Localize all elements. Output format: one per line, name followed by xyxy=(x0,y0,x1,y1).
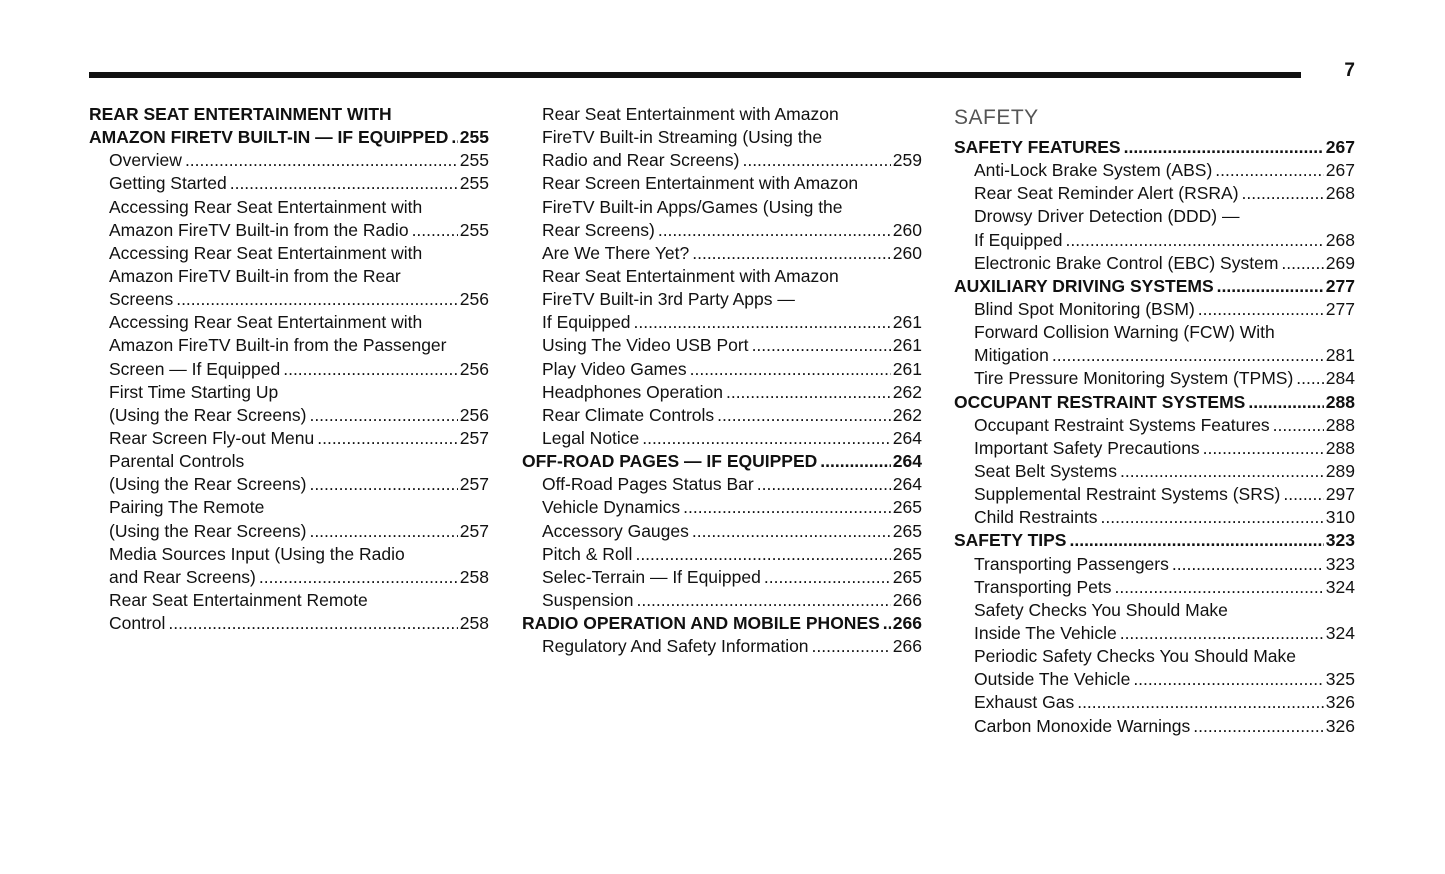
toc-entry-text: Transporting Passengers xyxy=(974,553,1169,574)
dot-leader xyxy=(1069,529,1323,552)
toc-entry-text: Carbon Monoxide Warnings xyxy=(974,715,1191,736)
toc-page-number: 264 xyxy=(892,451,922,472)
dot-leader xyxy=(1281,252,1323,275)
toc-page-number: 326 xyxy=(1325,715,1355,736)
dot-leader xyxy=(692,520,891,543)
toc-entry-text: Rear Seat Entertainment with Amazon xyxy=(542,265,839,286)
toc-entry xyxy=(954,645,1355,668)
toc-entry-text: Regulatory And Safety Information xyxy=(542,636,809,657)
dot-leader xyxy=(1133,668,1323,691)
header-rule xyxy=(89,72,1301,78)
toc-entry[interactable] xyxy=(954,298,1355,321)
dot-leader xyxy=(1114,576,1323,599)
dot-leader xyxy=(309,520,457,543)
toc-entry-text: Media Sources Input (Using the Radio xyxy=(109,543,405,564)
toc-page-number: 261 xyxy=(892,358,922,379)
dot-leader xyxy=(1120,460,1324,483)
toc-entry-text: Blind Spot Monitoring (BSM) xyxy=(974,298,1195,319)
toc-entry-text: Tire Pressure Monitoring System (TPMS) xyxy=(974,368,1294,389)
toc-page-number: 261 xyxy=(892,335,922,356)
toc-entry-text: Accessing Rear Seat Entertainment with xyxy=(109,312,423,333)
toc-page-number: 269 xyxy=(1325,252,1355,273)
toc-entry-text: Rear Seat Entertainment with Amazon xyxy=(542,104,839,124)
toc-entry-text: Amazon FireTV Built-in from the Radio xyxy=(109,219,409,240)
dot-leader xyxy=(692,242,891,265)
toc-entry-text: (Using the Rear Screens) xyxy=(109,520,307,541)
toc-entry[interactable] xyxy=(522,358,922,381)
toc-page-number: 255 xyxy=(459,150,489,171)
toc-entry-text: FireTV Built-in Streaming (Using the xyxy=(542,127,823,148)
toc-entry[interactable] xyxy=(522,404,922,427)
dot-leader xyxy=(412,219,458,242)
dot-leader xyxy=(812,635,891,658)
toc-entry-text: Accessory Gauges xyxy=(542,520,689,541)
toc-entry[interactable] xyxy=(954,668,1355,691)
dot-leader xyxy=(1296,367,1324,390)
toc-page-number: 266 xyxy=(892,589,922,610)
toc-entry-text: If Equipped xyxy=(542,312,631,333)
toc-entry[interactable] xyxy=(522,381,922,404)
dot-leader xyxy=(283,358,458,381)
toc-entry-text: Play Video Games xyxy=(542,358,687,379)
toc-heading[interactable] xyxy=(954,136,1355,159)
toc-page-number: 324 xyxy=(1325,576,1355,597)
toc-page-number: 268 xyxy=(1325,229,1355,250)
dot-leader xyxy=(309,404,457,427)
toc-page-number: 256 xyxy=(459,358,489,379)
toc-entry[interactable] xyxy=(89,219,489,242)
dot-leader xyxy=(168,612,457,635)
toc-entry[interactable] xyxy=(522,311,922,334)
toc-page-number: 255 xyxy=(459,127,489,148)
toc-entry[interactable] xyxy=(954,506,1355,529)
toc-entry-text: Are We There Yet? xyxy=(542,242,690,263)
dot-leader xyxy=(1124,136,1324,159)
dot-leader xyxy=(1217,275,1324,298)
toc-entry[interactable] xyxy=(89,566,489,589)
toc-heading[interactable] xyxy=(954,391,1355,414)
toc-entry[interactable] xyxy=(954,553,1355,576)
dot-leader xyxy=(883,612,891,635)
toc-entry-text: Drowsy Driver Detection (DDD) — xyxy=(974,206,1240,227)
toc-entry-text: Supplemental Restraint Systems (SRS) xyxy=(974,484,1281,505)
toc-entry[interactable] xyxy=(89,473,489,496)
dot-leader xyxy=(757,473,891,496)
toc-page-number: 265 xyxy=(892,566,922,587)
toc-entry-text: First Time Starting Up xyxy=(109,381,279,402)
toc-entry xyxy=(89,242,489,265)
toc-page-number: 267 xyxy=(1325,137,1355,157)
toc-page-number: 288 xyxy=(1325,391,1355,412)
dot-leader xyxy=(642,427,891,450)
dot-leader xyxy=(635,543,890,566)
toc-entry-text: Rear Seat Reminder Alert (RSRA) xyxy=(974,183,1239,204)
toc-entry[interactable] xyxy=(89,427,489,450)
toc-entry-text: Important Safety Precautions xyxy=(974,437,1200,458)
toc-entry-text: Child Restraints xyxy=(974,507,1098,528)
toc-entry xyxy=(89,196,489,219)
toc-entry[interactable] xyxy=(954,159,1355,182)
toc-entry-text: AMAZON FIRETV BUILT-IN — IF EQUIPPED xyxy=(89,127,449,148)
toc-entry-text: Seat Belt Systems xyxy=(974,460,1117,481)
toc-entry-text: OFF-ROAD PAGES — IF EQUIPPED xyxy=(522,451,818,472)
toc-page-number: 267 xyxy=(1325,160,1355,181)
toc-page-number: 268 xyxy=(1325,183,1355,204)
dot-leader xyxy=(1120,622,1324,645)
toc-entry[interactable] xyxy=(522,242,922,265)
toc-entry-text: Forward Collision Warning (FCW) With xyxy=(974,322,1275,343)
toc-page-number: 281 xyxy=(1325,345,1355,366)
toc-entry[interactable] xyxy=(954,252,1355,275)
toc-entry xyxy=(522,172,922,195)
toc-entry-text: Safety Checks You Should Make xyxy=(974,599,1228,620)
toc-entry-text: Transporting Pets xyxy=(974,576,1112,597)
dot-leader xyxy=(690,358,891,381)
toc-entry-text: Pairing The Remote xyxy=(109,497,265,518)
toc-page-number: 257 xyxy=(459,474,489,495)
dot-leader xyxy=(1172,553,1324,576)
toc-entry-text: Using The Video USB Port xyxy=(542,335,749,356)
toc-entry[interactable] xyxy=(522,520,922,543)
toc-column-2 xyxy=(522,103,922,658)
toc-page-number: 258 xyxy=(459,566,489,587)
toc-heading[interactable] xyxy=(954,529,1355,552)
toc-entry-text: Amazon FireTV Built-in from the Rear xyxy=(109,265,401,286)
toc-entry-text: Control xyxy=(109,613,166,634)
toc-entry-text: Suspension xyxy=(542,589,634,610)
toc-entry-text: (Using the Rear Screens) xyxy=(109,404,307,425)
toc-entry-text: Rear Climate Controls xyxy=(542,404,715,425)
toc-entry[interactable] xyxy=(954,182,1355,205)
toc-entry[interactable] xyxy=(89,172,489,195)
toc-entry xyxy=(89,543,489,566)
dot-leader xyxy=(1193,715,1324,738)
toc-page-number: 310 xyxy=(1325,507,1355,528)
toc-page-number: 288 xyxy=(1325,437,1355,458)
toc-entry-text: Rear Screens) xyxy=(542,219,655,240)
toc-entry-text: FireTV Built-in 3rd Party Apps — xyxy=(542,289,795,310)
toc-entry[interactable] xyxy=(89,612,489,635)
toc-entry xyxy=(89,496,489,519)
toc-entry xyxy=(522,288,922,311)
toc-page-number: 277 xyxy=(1325,298,1355,319)
toc-entry[interactable] xyxy=(522,149,922,172)
toc-page-number: 256 xyxy=(459,404,489,425)
toc-entry-text: Screen — If Equipped xyxy=(109,358,281,379)
dot-leader xyxy=(1198,298,1324,321)
dot-leader xyxy=(1052,344,1324,367)
toc-heading[interactable] xyxy=(954,275,1355,298)
toc-entry-text: Screens xyxy=(109,289,174,310)
toc-entry-text: Getting Started xyxy=(109,173,227,194)
toc-page-number: 323 xyxy=(1325,553,1355,574)
dot-leader xyxy=(764,566,891,589)
toc-page-number: 325 xyxy=(1325,669,1355,690)
toc-entry-text: Parental Controls xyxy=(109,451,245,472)
toc-entry-text: Off-Road Pages Status Bar xyxy=(542,474,754,495)
dot-leader xyxy=(1066,229,1324,252)
toc-entry[interactable] xyxy=(954,437,1355,460)
toc-page-number: 266 xyxy=(892,636,922,657)
toc-entry-text: Accessing Rear Seat Entertainment with xyxy=(109,196,423,217)
toc-entry-text: OCCUPANT RESTRAINT SYSTEMS xyxy=(954,391,1246,412)
toc-entry-text: Occupant Restraint Systems Features xyxy=(974,414,1270,435)
toc-entry[interactable] xyxy=(954,691,1355,714)
toc-page-number: 323 xyxy=(1325,530,1355,551)
toc-entry[interactable] xyxy=(89,520,489,543)
toc-entry-text: Headphones Operation xyxy=(542,381,723,402)
toc-entry[interactable] xyxy=(522,635,922,658)
toc-entry[interactable] xyxy=(954,229,1355,252)
toc-page-number: 259 xyxy=(892,150,922,171)
dot-leader xyxy=(683,496,891,519)
dot-leader xyxy=(1203,437,1324,460)
dot-leader xyxy=(658,219,891,242)
toc-entry xyxy=(522,126,922,149)
toc-entry-text: RADIO OPERATION AND MOBILE PHONES xyxy=(522,613,880,634)
dot-leader xyxy=(230,172,458,195)
toc-entry[interactable] xyxy=(522,543,922,566)
toc-entry-text: If Equipped xyxy=(974,229,1063,250)
toc-entry-text: Inside The Vehicle xyxy=(974,622,1117,643)
toc-entry[interactable] xyxy=(954,622,1355,645)
toc-entry-text: Exhaust Gas xyxy=(974,692,1075,713)
toc-page-number: 260 xyxy=(892,219,922,240)
page-number: 7 xyxy=(1344,60,1355,81)
toc-entry-text: SAFETY FEATURES xyxy=(954,137,1121,157)
toc-page-number: 326 xyxy=(1325,692,1355,713)
toc-entry xyxy=(954,321,1355,344)
toc-entry[interactable] xyxy=(954,460,1355,483)
toc-page-number: 256 xyxy=(459,289,489,310)
toc-heading[interactable] xyxy=(89,126,489,149)
toc-entry-text: Amazon FireTV Built-in from the Passenger xyxy=(109,335,447,356)
toc-page-number: 265 xyxy=(892,520,922,541)
toc-entry-text: Electronic Brake Control (EBC) System xyxy=(974,252,1279,273)
dot-leader xyxy=(820,450,891,473)
dot-leader xyxy=(185,149,458,172)
toc-entry[interactable] xyxy=(954,576,1355,599)
toc-heading[interactable] xyxy=(522,612,922,635)
toc-page-number: 260 xyxy=(892,242,922,263)
dot-leader xyxy=(1283,483,1323,506)
toc-entry[interactable] xyxy=(954,483,1355,506)
toc-entry-text: SAFETY TIPS xyxy=(954,530,1067,551)
toc-page-number: 264 xyxy=(892,427,922,448)
toc-page-number: 261 xyxy=(892,312,922,333)
toc-entry-text: Legal Notice xyxy=(542,427,640,448)
toc-entry-text: Selec-Terrain — If Equipped xyxy=(542,566,761,587)
dot-leader xyxy=(1248,391,1323,414)
toc-page-number: 265 xyxy=(892,497,922,518)
toc-entry-text: Periodic Safety Checks You Should Make xyxy=(974,646,1296,667)
toc-heading[interactable] xyxy=(522,450,922,473)
toc-entry[interactable] xyxy=(89,288,489,311)
toc-entry-text: Anti-Lock Brake System (ABS) xyxy=(974,160,1213,181)
toc-entry-text: Rear Seat Entertainment Remote xyxy=(109,589,368,610)
toc-entry-text: FireTV Built-in Apps/Games (Using the xyxy=(542,196,843,217)
toc-entry-text: Rear Screen Entertainment with Amazon xyxy=(542,173,859,194)
toc-entry[interactable] xyxy=(954,344,1355,367)
toc-page-number: 266 xyxy=(892,613,922,634)
toc-entry-text: (Using the Rear Screens) xyxy=(109,474,307,495)
toc-entry-text: Rear Screen Fly-out Menu xyxy=(109,427,315,448)
toc-entry[interactable] xyxy=(522,334,922,357)
toc-page-number: 289 xyxy=(1325,460,1355,481)
toc-page-number: 265 xyxy=(892,543,922,564)
toc-entry xyxy=(522,196,922,219)
dot-leader xyxy=(1273,414,1324,437)
toc-page-number: 258 xyxy=(459,613,489,634)
toc-column-1 xyxy=(89,103,489,635)
dot-leader xyxy=(742,149,890,172)
toc-page-number: 288 xyxy=(1325,414,1355,435)
toc-entry-text: Vehicle Dynamics xyxy=(542,497,681,518)
toc-heading xyxy=(89,103,489,126)
dot-leader xyxy=(451,126,457,149)
toc-entry[interactable] xyxy=(89,404,489,427)
toc-entry-text: Accessing Rear Seat Entertainment with xyxy=(109,242,423,263)
toc-entry xyxy=(89,265,489,288)
toc-entry xyxy=(522,265,922,288)
toc-entry xyxy=(522,103,922,126)
toc-entry xyxy=(89,589,489,612)
toc-entry-text: Overview xyxy=(109,150,182,171)
dot-leader xyxy=(1242,182,1324,205)
toc-entry-text: and Rear Screens) xyxy=(109,566,256,587)
toc-page-number: 257 xyxy=(459,427,489,448)
toc-entry[interactable] xyxy=(954,715,1355,738)
toc-page-number: 262 xyxy=(892,381,922,402)
toc-entry[interactable] xyxy=(522,473,922,496)
toc-entry xyxy=(89,334,489,357)
toc-entry[interactable] xyxy=(522,219,922,242)
toc-entry xyxy=(89,450,489,473)
dot-leader xyxy=(726,381,891,404)
toc-column-3 xyxy=(954,103,1355,738)
dot-leader xyxy=(1101,506,1324,529)
section-title: SAFETY xyxy=(954,106,1039,129)
toc-entry[interactable] xyxy=(954,367,1355,390)
toc-entry[interactable] xyxy=(522,566,922,589)
toc-entry[interactable] xyxy=(522,589,922,612)
toc-entry xyxy=(89,311,489,334)
toc-page-number: 297 xyxy=(1325,484,1355,505)
toc-entry xyxy=(954,599,1355,622)
toc-entry-text: Outside The Vehicle xyxy=(974,669,1131,690)
dot-leader xyxy=(752,334,891,357)
toc-entry-text: Radio and Rear Screens) xyxy=(542,150,740,171)
dot-leader xyxy=(317,427,458,450)
dot-leader xyxy=(176,288,458,311)
toc-page-number: 264 xyxy=(892,474,922,495)
toc-entry[interactable] xyxy=(522,427,922,450)
toc-entry[interactable] xyxy=(89,149,489,172)
toc-entry-text: REAR SEAT ENTERTAINMENT WITH xyxy=(89,104,392,124)
dot-leader xyxy=(259,566,458,589)
toc-page-number: 255 xyxy=(459,173,489,194)
toc-entry-text: Pitch & Roll xyxy=(542,543,633,564)
toc-page-number: 284 xyxy=(1325,368,1355,389)
toc-entry-text: AUXILIARY DRIVING SYSTEMS xyxy=(954,275,1214,296)
toc-entry xyxy=(89,381,489,404)
dot-leader xyxy=(636,589,890,612)
toc-entry[interactable] xyxy=(522,496,922,519)
toc-entry-text: Mitigation xyxy=(974,345,1049,366)
toc-page-number: 257 xyxy=(459,520,489,541)
dot-leader xyxy=(717,404,891,427)
toc-entry xyxy=(954,205,1355,228)
dot-leader xyxy=(1077,691,1324,714)
toc-page-number: 277 xyxy=(1325,275,1355,296)
dot-leader xyxy=(634,311,891,334)
toc-page-number: 255 xyxy=(459,219,489,240)
dot-leader xyxy=(1215,159,1324,182)
toc-page-number: 262 xyxy=(892,404,922,425)
toc-entry[interactable] xyxy=(89,358,489,381)
dot-leader xyxy=(309,473,457,496)
toc-page-number: 324 xyxy=(1325,622,1355,643)
toc-entry[interactable] xyxy=(954,414,1355,437)
